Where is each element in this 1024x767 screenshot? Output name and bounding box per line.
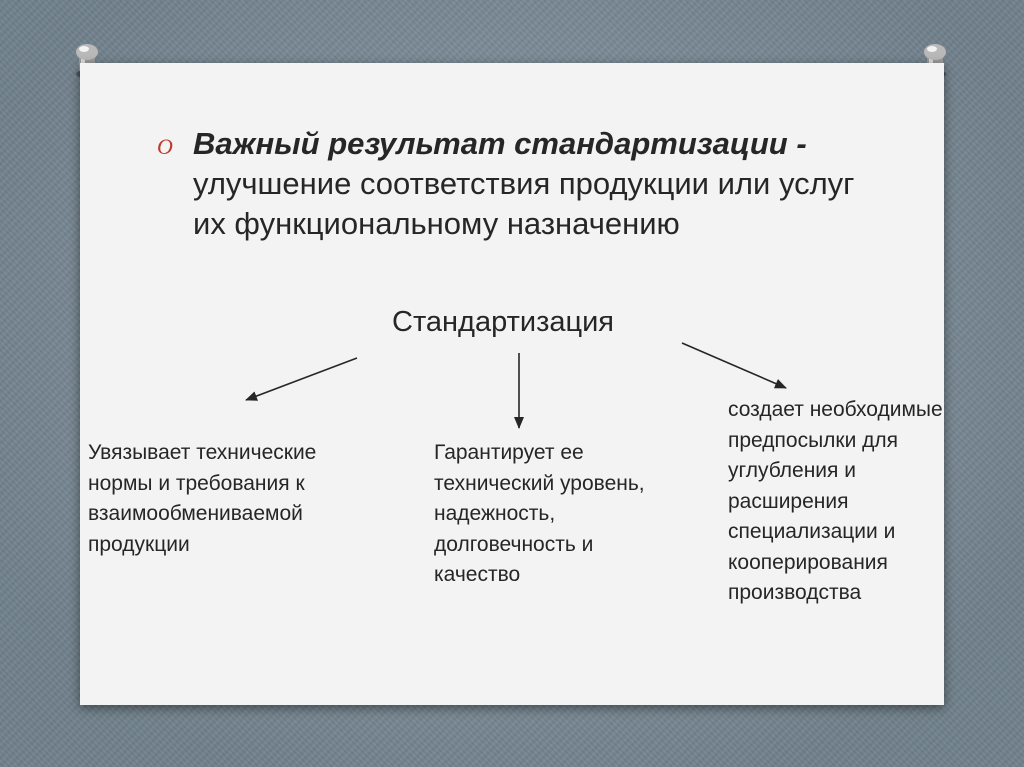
arrow-icon-left: [246, 358, 357, 400]
diagram-center-title: Стандартизация: [392, 306, 615, 338]
bullet-icon: O: [157, 134, 173, 159]
branch-left-text: Увязывает технические нормы и требования к взаимообмениваемой продукции: [88, 441, 317, 556]
heading-normal-text: улучшение соответствия продукции или услуг их функциональному назначению: [193, 166, 855, 241]
arrow-icon-right: [682, 343, 786, 388]
branch-right-text: создает необходимые предпосылки для углубления и расширения специализации и кооперирования производства: [728, 398, 943, 604]
branch-middle-text: Гарантирует ее технический уровень, надежность, долговечность и качество: [434, 441, 645, 586]
heading-bold-text: Важный результат стандартизации -: [193, 126, 807, 161]
